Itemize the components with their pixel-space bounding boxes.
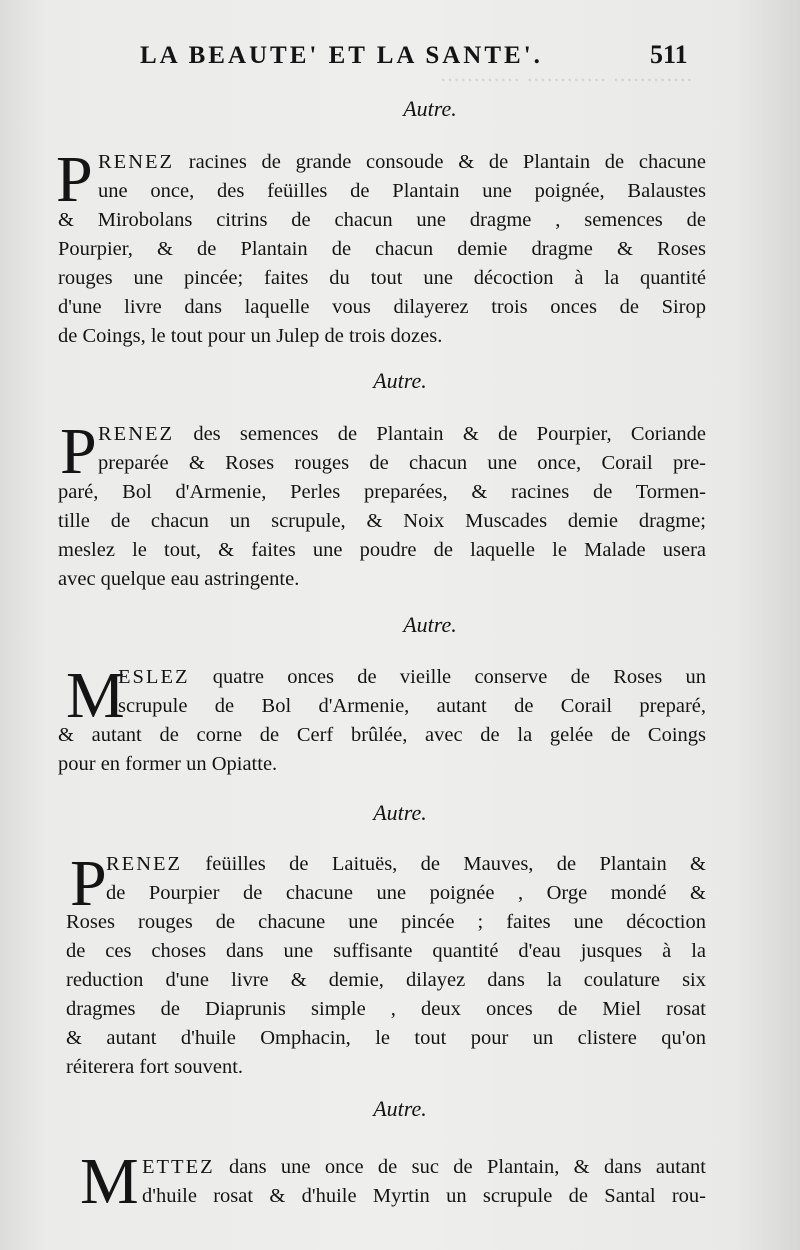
first-word: RENEZ bbox=[98, 151, 175, 173]
text-line: d'une livre dans laquelle vous dilayerez trois onces de Sirop bbox=[58, 296, 706, 318]
text-line: scrupule de Bol d'Armenie, autant de Corail preparé, bbox=[118, 695, 706, 717]
text-line: réiterera fort souvent. bbox=[66, 1056, 244, 1078]
text-line: rouges une pincée; faites du tout une décoction à la quantité bbox=[58, 267, 706, 289]
text-line: une once, des feüilles de Plantain une poignée, Balaustes bbox=[98, 180, 706, 202]
section-heading: Autre. bbox=[373, 1096, 427, 1121]
running-header bbox=[0, 38, 800, 72]
text-line: d'huile rosat & d'huile Myrtin un scrupule de Santal rou- bbox=[142, 1185, 706, 1207]
text-line: feüilles de Laituës, de Mauves, de Plantain & bbox=[205, 853, 706, 875]
text-line: reduction d'une livre & demie, dilayez dans la coulature six bbox=[66, 969, 706, 991]
text-line: meslez le tout, & faites une poudre de laquelle le Malade usera bbox=[58, 539, 706, 561]
text-line: preparée & Roses rouges de chacun une once, Corail pre- bbox=[98, 452, 706, 474]
page-number: 511 bbox=[650, 40, 688, 69]
text-line: & autant de corne de Cerf brûlée, avec de la gelée de Coings bbox=[58, 724, 706, 746]
drop-cap: P bbox=[56, 143, 93, 216]
first-word: ETTEZ bbox=[142, 1156, 215, 1178]
drop-cap: P bbox=[60, 415, 97, 488]
text-line: racines de grande consoude & de Plantain de chacune bbox=[188, 151, 706, 173]
text-line: dans une once de suc de Plantain, & dans autant bbox=[228, 1156, 706, 1178]
recipe-paragraph bbox=[56, 143, 706, 351]
recipe-paragraph bbox=[58, 415, 706, 594]
text-line: & Mirobolans citrins de chacun une dragme , semences de bbox=[58, 209, 706, 231]
first-word: ESLEZ bbox=[118, 666, 190, 688]
text-line: des semences de Plantain & de Pourpier, Coriande bbox=[193, 423, 706, 445]
text-line: pour en former un Opiatte. bbox=[58, 753, 278, 775]
text-line: paré, Bol d'Armenie, Perles preparées, & racines de Tormen- bbox=[58, 481, 706, 503]
text-line: de Coings, le tout pour un Julep de trois dozes. bbox=[58, 325, 443, 347]
text-line: Roses rouges de chacune une pincée ; faites une décoction bbox=[66, 911, 706, 933]
first-word: RENEZ bbox=[98, 423, 175, 445]
first-word: RENEZ bbox=[106, 853, 183, 875]
text-line: avec quelque eau astringente. bbox=[58, 568, 300, 590]
text-line: de ces choses dans une suffisante quantité d'eau jusques à la bbox=[66, 940, 706, 962]
text-line: de Pourpier de chacune une poignée , Orge mondé & bbox=[106, 882, 706, 904]
recipe-paragraph bbox=[80, 1145, 706, 1218]
drop-cap: M bbox=[66, 659, 125, 732]
drop-cap: M bbox=[80, 1145, 139, 1218]
recipe-paragraph bbox=[66, 847, 706, 1082]
section-heading: Autre. bbox=[373, 800, 427, 825]
text-line: & autant d'huile Omphacin, le tout pour un clistere qu'on bbox=[66, 1027, 706, 1049]
text-line: Pourpier, & de Plantain de chacun demie dragme & Roses bbox=[58, 238, 706, 260]
text-line: tille de chacun un scrupule, & Noix Muscades demie dragme; bbox=[58, 510, 706, 532]
section-heading: Autre. bbox=[403, 96, 457, 121]
text-line: dragmes de Diaprunis simple , deux onces de Miel rosat bbox=[66, 998, 706, 1020]
drop-cap: P bbox=[70, 847, 107, 920]
section-heading: Autre. bbox=[373, 368, 427, 393]
text-line: quatre onces de vieille conserve de Roses un bbox=[212, 666, 706, 688]
running-title: LA BEAUTE' ET LA SANTE'. bbox=[140, 42, 543, 69]
show-through-text: ………… ………… ………… bbox=[440, 62, 693, 86]
recipe-paragraph bbox=[58, 659, 706, 779]
section-heading: Autre. bbox=[403, 612, 457, 637]
